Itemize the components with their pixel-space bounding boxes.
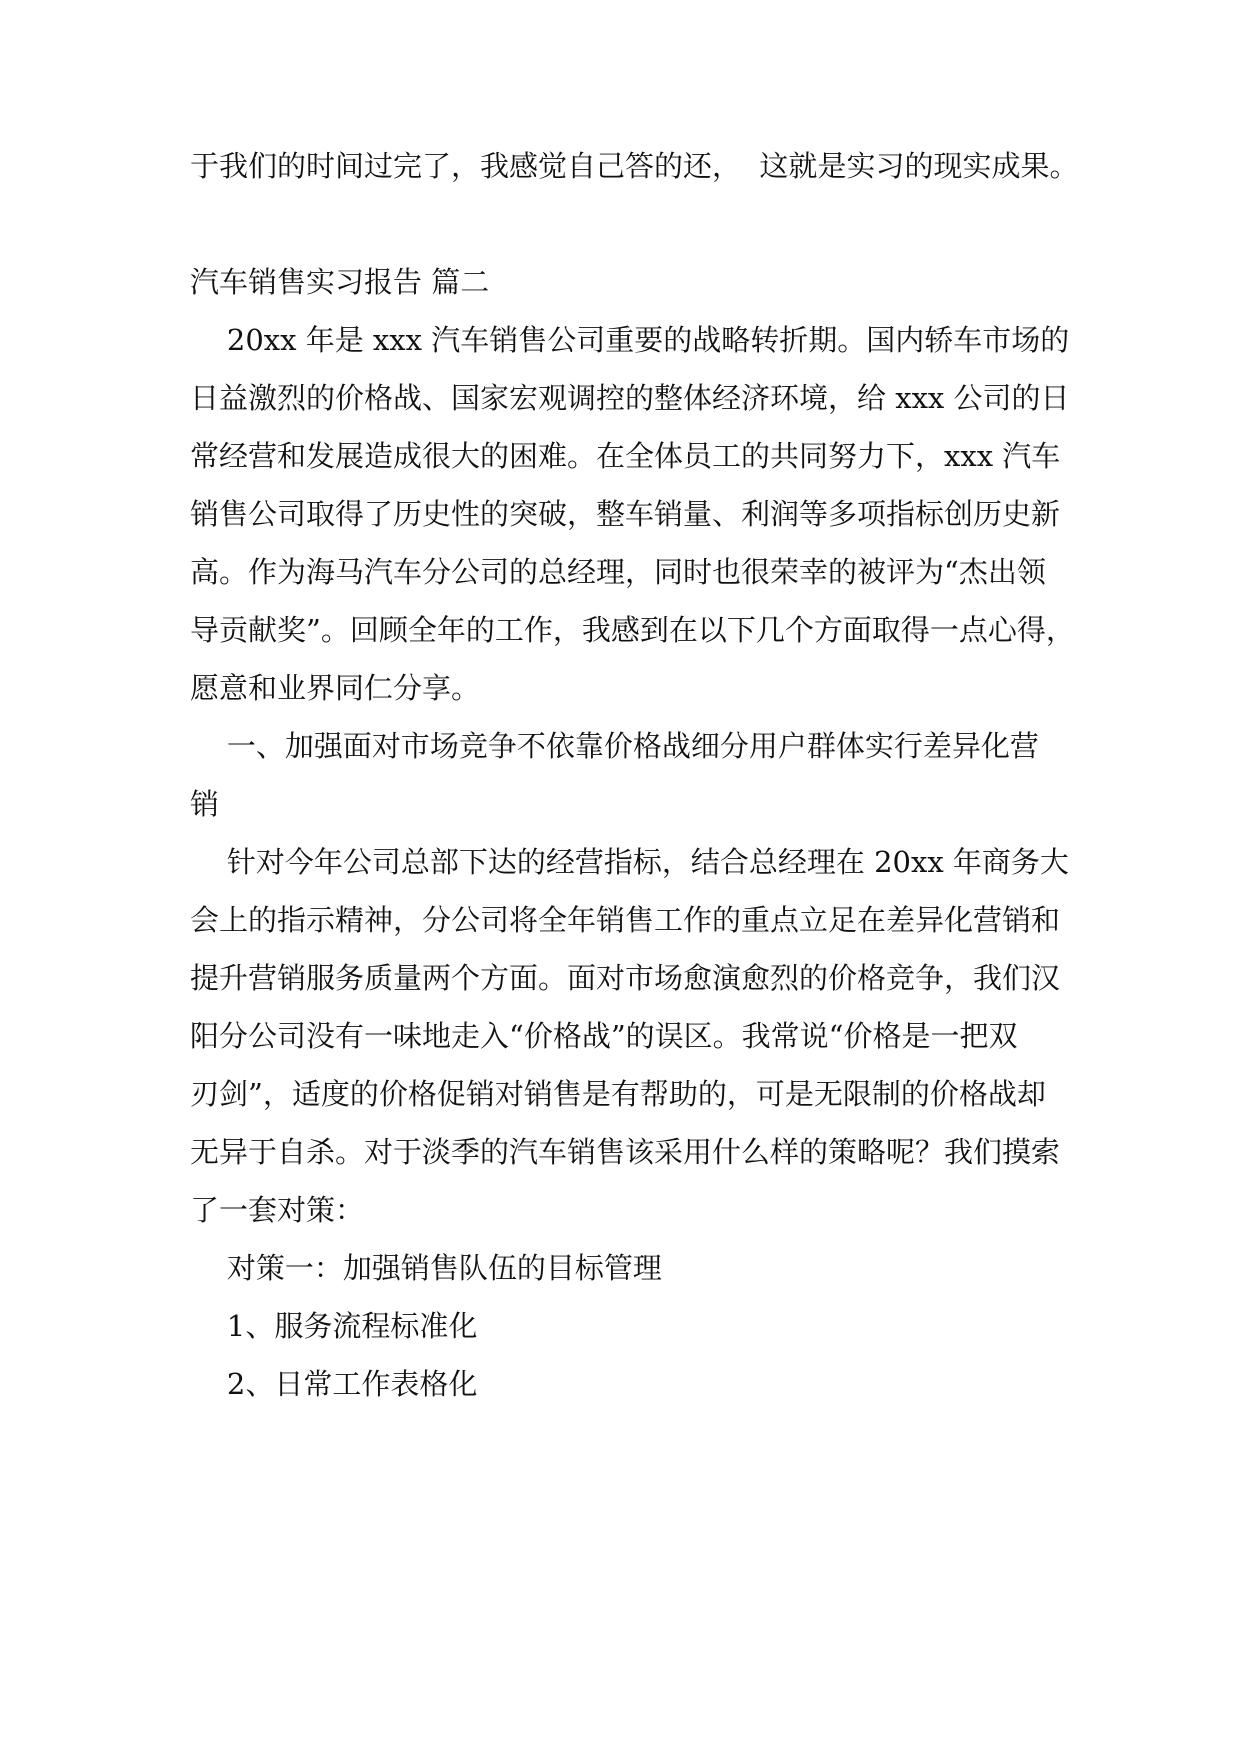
text-line: 导贡献奖”。回顾全年的工作，我感到在以下几个方面取得一点心得， (190, 613, 1075, 647)
text-line: 愿意和业界同仁分享。 (190, 671, 481, 705)
text-line: 1、服务流程标准化 (190, 1309, 478, 1343)
text-line: 20xx 年是 xxx 汽车销售公司重要的战略转折期。国内轿车市场的 (190, 323, 1070, 357)
text-line: 会上的指示精神，分公司将全年销售工作的重点立足在差异化营销和 (190, 903, 1061, 937)
text-line: 销售公司取得了历史性的突破，整车销量、利润等多项指标创历史新 (190, 497, 1061, 531)
text-line: 无异于自杀。对于淡季的汽车销售该采用什么样的策略呢？我们摸索 (190, 1135, 1061, 1169)
text-line: 对策一：加强销售队伍的目标管理 (190, 1251, 662, 1285)
text-line: 2、日常工作表格化 (190, 1367, 478, 1401)
text-line: 常经营和发展造成很大的困难。在全体员工的共同努力下，xxx 汽车 (190, 439, 1061, 473)
text-line: 阳分公司没有一味地走入“价格战”的误区。我常说“价格是一把双 (190, 1019, 1018, 1053)
section-heading: 汽车销售实习报告 篇二 (190, 265, 490, 299)
text-line: 刃剑”，适度的价格促销对销售是有帮助的，可是无限制的价格战却 (190, 1077, 1046, 1111)
text-line: 销 (190, 787, 220, 821)
text-line: 日益激烈的价格战、国家宏观调控的整体经济环境，给 xxx 公司的日 (190, 381, 1070, 415)
text-line: 针对今年公司总部下达的经营指标，结合总经理在 20xx 年商务大 (190, 845, 1069, 879)
text-line: 提升营销服务质量两个方面。面对市场愈演愈烈的价格竞争，我们汉 (190, 961, 1061, 995)
text-line: 一、加强面对市场竞争不依靠价格战细分用户群体实行差异化营 (190, 729, 1039, 763)
text-line: 于我们的时间过完了，我感觉自己答的还， 这就是实习的现实成果。 (190, 149, 1079, 183)
text-line: 高。作为海马汽车分公司的总经理，同时也很荣幸的被评为“杰出领 (190, 555, 1046, 589)
text-line: 了一套对策： (190, 1193, 365, 1227)
